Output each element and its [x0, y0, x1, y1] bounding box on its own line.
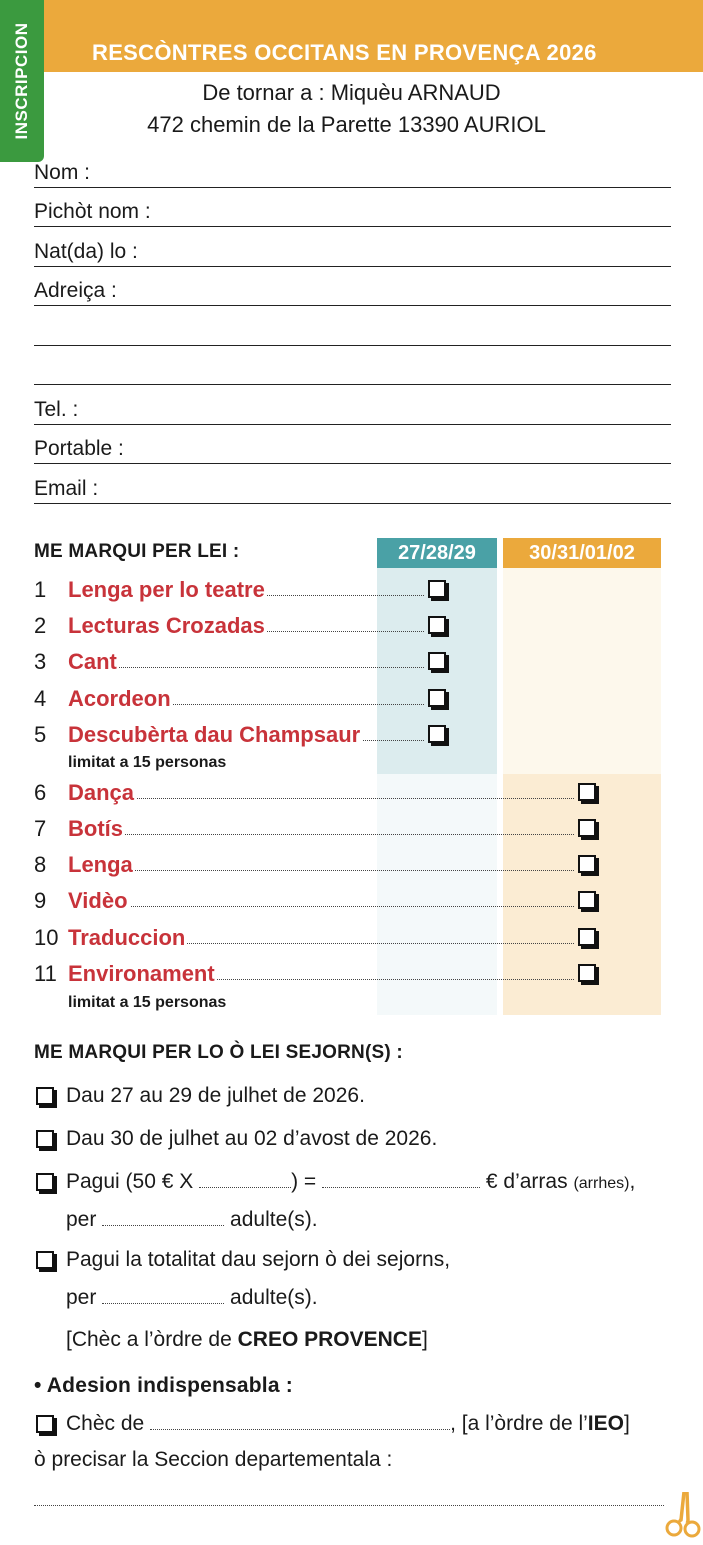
dot-leader [114, 870, 574, 871]
deposit-prefix: Pagui (50 € X [66, 1170, 194, 1193]
return-address-name: De tornar a : Miquèu ARNAUD [202, 80, 501, 105]
dot-leader [134, 704, 424, 705]
membership-amount-blank[interactable] [150, 1414, 450, 1430]
address-line-2[interactable] [34, 318, 671, 346]
name-field[interactable] [34, 160, 671, 188]
workshop-label: Descubèrta dau Champsaur [68, 720, 362, 750]
address-field[interactable] [34, 278, 671, 306]
membership-prefix: Chèc de [66, 1412, 145, 1435]
workshop-number: 6 [34, 780, 47, 805]
deposit-comma: , [629, 1170, 636, 1193]
workshops-title: ME MARQUI PER LEI : [34, 541, 240, 562]
checkbox-workshop-9[interactable] [578, 891, 596, 909]
checkbox-workshop-1[interactable] [428, 580, 446, 598]
checkbox-workshop-5[interactable] [428, 725, 446, 743]
limit-note: limitat a 15 personas [68, 994, 227, 1011]
workshop-label: Botís [68, 814, 125, 844]
checkbox-workshop-3[interactable] [428, 652, 446, 670]
period1-header: 27/28/29 [377, 538, 497, 568]
checkbox-workshop-8[interactable] [578, 855, 596, 873]
first-name-label: Pichòt nom : [34, 200, 151, 223]
per-label: per [66, 1286, 97, 1309]
deposit-adults-line [66, 1206, 318, 1234]
workshop-number: 10 [34, 925, 59, 950]
cheque-org: CREO PROVENCE [237, 1328, 422, 1351]
checkbox-deposit[interactable] [36, 1173, 54, 1191]
checkbox-stay-1[interactable] [36, 1087, 54, 1105]
checkbox-workshop-6[interactable] [578, 783, 596, 801]
workshop-label: Dança [68, 778, 136, 808]
workshop-label: Cant [68, 647, 119, 677]
period2-column-inactive [503, 568, 661, 774]
page-title: RESCÒNTRES OCCITANS EN PROVENÇA 2026 [92, 40, 597, 65]
membership-title: • Adesion indispensabla : [34, 1374, 293, 1397]
stay-option-2: Dau 30 de julhet au 02 d’avost de 2026. [66, 1127, 438, 1150]
email-label: Email : [34, 477, 99, 500]
stays-title: ME MARQUI PER LO Ò LEI SEJORN(S) : [34, 1042, 403, 1063]
checkbox-workshop-4[interactable] [428, 689, 446, 707]
workshop-label: Traduccion [68, 923, 187, 953]
adults-blank[interactable] [102, 1288, 224, 1304]
cheque-order-line [66, 1326, 428, 1354]
workshop-label: Lenga per lo teatre [68, 575, 267, 605]
workshop-label: Lenga [68, 850, 135, 880]
checkbox-workshop-11[interactable] [578, 964, 596, 982]
inscription-tab-label: INSCRIPCION [12, 22, 31, 140]
checkbox-full-payment[interactable] [36, 1251, 54, 1269]
stay-option-1: Dau 27 au 29 de julhet de 2026. [66, 1084, 365, 1107]
checkbox-workshop-7[interactable] [578, 819, 596, 837]
adults-label: adulte(s). [230, 1208, 318, 1231]
mobile-label: Portable : [34, 437, 124, 460]
workshop-number: 9 [34, 888, 47, 913]
workshop-number: 2 [34, 613, 47, 638]
membership-close: ] [623, 1412, 630, 1435]
workshop-number: 7 [34, 816, 47, 841]
email-field[interactable] [34, 476, 671, 504]
dot-leader [114, 906, 574, 907]
workshop-number: 3 [34, 649, 47, 674]
tel-field[interactable] [34, 397, 671, 425]
deposit-note: (arrhes) [573, 1175, 630, 1192]
membership-section-label: ò precisar la Seccion departementala : [34, 1448, 393, 1471]
period1-column-active [377, 568, 497, 774]
checkbox-workshop-2[interactable] [428, 616, 446, 634]
return-address-street: 472 chemin de la Parette 13390 AURIOL [147, 112, 546, 137]
full-payment-adults-line [66, 1284, 318, 1312]
deposit-line [66, 1168, 635, 1198]
dot-leader [114, 798, 574, 799]
per-label: per [66, 1208, 97, 1231]
dot-leader [214, 979, 574, 980]
address-line-3[interactable] [34, 357, 671, 385]
workshop-number: 1 [34, 577, 47, 602]
checkbox-workshop-10[interactable] [578, 928, 596, 946]
participants-blank[interactable] [199, 1172, 291, 1188]
dot-leader [174, 943, 574, 944]
address-label: Adreiça : [34, 279, 117, 302]
membership-org: IEO [587, 1412, 624, 1435]
birth-date-label: Nat(da) lo : [34, 240, 138, 263]
checkbox-stay-2[interactable] [36, 1130, 54, 1148]
dot-leader [94, 667, 424, 668]
workshop-number: 11 [34, 961, 57, 986]
birth-date-field[interactable] [34, 239, 671, 267]
adults-label: adulte(s). [230, 1286, 318, 1309]
amount-blank[interactable] [322, 1172, 480, 1188]
membership-suffix: , [a l’òrdre de l’ [450, 1412, 588, 1435]
checkbox-membership[interactable] [36, 1415, 54, 1433]
adults-blank[interactable] [102, 1210, 224, 1226]
mobile-field[interactable] [34, 436, 671, 464]
first-name-field[interactable] [34, 199, 671, 227]
full-payment-line: Pagui la totalitat dau sejorn ò dei sejorns, [66, 1248, 451, 1271]
tel-label: Tel. : [34, 398, 79, 421]
workshop-number: 4 [34, 686, 47, 711]
workshop-number: 8 [34, 852, 47, 877]
workshop-label: Environament [68, 959, 217, 989]
deposit-equals: ) = [291, 1170, 317, 1193]
limit-note: limitat a 15 personas [68, 754, 227, 771]
dot-leader [104, 834, 574, 835]
workshop-label: Lecturas Crozadas [68, 611, 267, 641]
section-blank[interactable] [34, 1504, 664, 1506]
workshop-label: Acordeon [68, 684, 173, 714]
cheque-close: ] [421, 1328, 428, 1351]
workshop-number: 5 [34, 722, 47, 747]
period2-header: 30/31/01/02 [503, 538, 661, 568]
workshop-label: Vidèo [68, 886, 130, 916]
deposit-suffix: € d’arras [485, 1170, 568, 1193]
name-label: Nom : [34, 161, 91, 184]
membership-cheque-line [66, 1410, 630, 1438]
cheque-open: [Chèc a l’òrdre de [66, 1328, 232, 1351]
scissors-icon [660, 1492, 702, 1538]
